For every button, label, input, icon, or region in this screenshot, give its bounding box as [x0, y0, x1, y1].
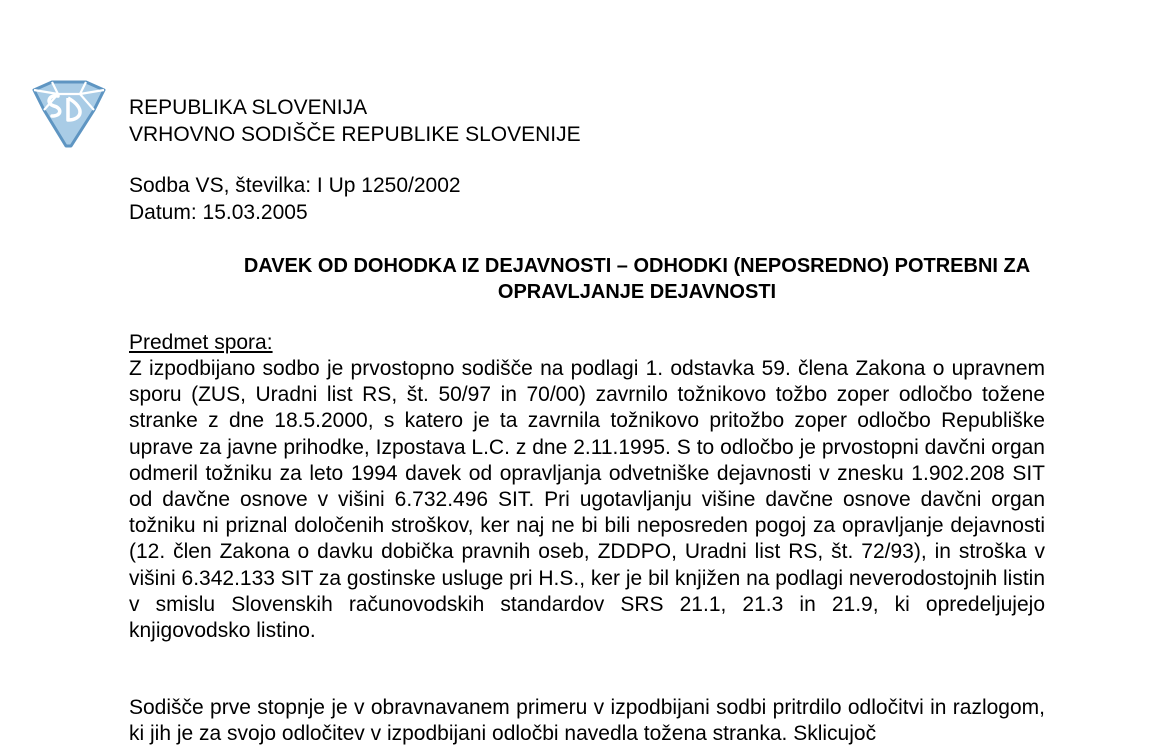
republic-name: REPUBLIKA SLOVENIJA	[129, 96, 368, 119]
section-heading: Predmet spora:	[129, 331, 273, 354]
case-meta	[129, 172, 461, 226]
court-name: VRHOVNO SODIŠČE REPUBLIKE SLOVENIJE	[129, 123, 581, 146]
body-paragraph-2: Sodišče prve stopnje je v obravnavanem primeru v izpodbijani sodbi pritrdilo odločitvi in razlogom, ki jih je za svojo odločitev v izpodbijani odločbi navedla tožena stranka. Sklicujoč	[129, 696, 1045, 746]
title-line-1: DAVEK OD DOHODKA IZ DEJAVNOSTI – ODHODKI (NEPOSREDNO) POTREBNI ZA	[243, 255, 1031, 277]
case-number: Sodba VS, številka: I Up 1250/2002	[129, 174, 461, 197]
body-paragraph-1: Z izpodbijano sodbo je prvostopno sodišče na podlagi 1. odstavka 59. člena Zakona o upravnem sporu (ZUS, Uradni list RS, št. 50/97 in 70/00) zavrnilo tožnikovo tožbo zoper odločbo tožene stranke z dne 18.5.2000, s katero je ta zavrnila tožnikovo pritožbo zoper odločbo Republiške uprave za javne prihodke, Izpostava L.C. z dne 2.11.1995. S to odločbo je prvostopni davčni organ odmeril tožniku za leto 1994 davek od opravljanja odvetniške dejavnosti v znesku 1.902.208 SIT od davčne osnove v višini 6.732.496 SIT. Pri ugotavljanju višine davčne osnove davčni organ tožniku ni priznal določenih stroškov, ker naj ne bi bili neposreden pogoj za opravljanje dejavnosti (12. člen Zakona o davku dobička pravnih oseb, ZDDPO, Uradni list RS, št. 72/93), in stroška v višini 6.342.133 SIT za gostinske usluge pri H.S., ker je bil knjižen na podlagi neverodostojnih listin v smislu Slovenskih računovodskih standardov SRS 21.1, 21.3 in 21.9, ki opredeljujejo knjigovodsko listino.	[129, 357, 1045, 643]
document-title	[129, 253, 1145, 305]
court-emblem-icon	[28, 80, 110, 150]
document-header	[129, 94, 581, 148]
case-date: Datum: 15.03.2005	[129, 201, 308, 224]
title-line-2: OPRAVLJANJE DEJAVNOSTI	[497, 281, 777, 303]
